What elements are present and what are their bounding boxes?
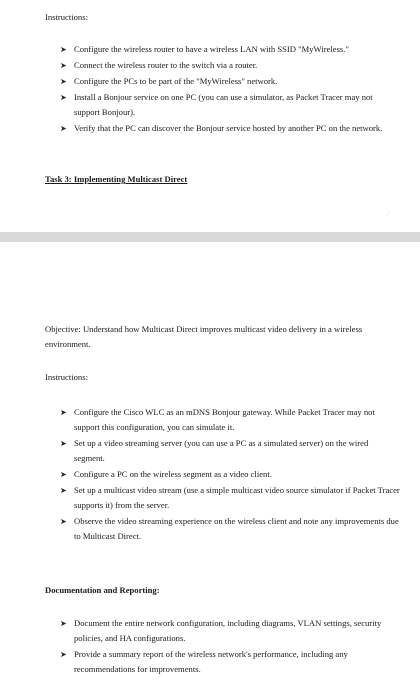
arrow-bullet-icon: ➤: [60, 77, 67, 86]
document-page-2: [0, 242, 420, 700]
arrow-bullet-icon: ➤: [60, 619, 67, 628]
list-item: ➤ Configure the PCs to be part of the "MyWireless" network.: [60, 74, 400, 89]
arrow-bullet-icon: ➤: [60, 470, 67, 479]
arrow-bullet-icon: ➤: [60, 517, 67, 526]
list-item: ➤ Configure the Cisco WLC as an mDNS Bonjour gateway. While Packet Tracer may not support this configuration, you can simulate it.: [60, 407, 375, 432]
list-item: ➤ Set up a multicast video stream (use a simple multicast video source simulator if Packet Tracer supports it) from the server.: [60, 485, 400, 510]
objective-text: Objective: Understand how Multicast Direct improves multicast video delivery in a wireless environment.: [45, 324, 363, 349]
arrow-bullet-icon: ➤: [60, 439, 67, 448]
list-item: ➤ Observe the video streaming experience on the wireless client and note any improvements due to Multicast Direct.: [60, 516, 399, 541]
instructions-list: [60, 405, 400, 545]
list-item: ➤ Connect the wireless router to the switch via a router.: [60, 58, 400, 73]
arrow-bullet-icon: ➤: [60, 408, 67, 417]
scan-mark: ⁄: [388, 210, 390, 218]
instructions-list: [60, 42, 400, 137]
list-item: ➤ Install a Bonjour service on one PC (you can use a simulator, as Packet Tracer may not support Bonjour).: [60, 92, 373, 117]
instructions-label: Instructions:: [45, 12, 88, 22]
list-item: ➤ Provide a summary report of the wireless network's performance, including any recommendations for improvements.: [60, 649, 348, 674]
documentation-list: [60, 616, 400, 678]
list-item: ➤ Document the entire network configuration, including diagrams, VLAN settings, security policies, and HA configurations.: [60, 618, 382, 643]
list-item: ➤ Set up a video streaming server (you can use a PC as a simulated server) on the wired segment.: [60, 438, 369, 463]
list-item: ➤ Configure a PC on the wireless segment as a video client.: [60, 467, 400, 482]
arrow-bullet-icon: ➤: [60, 650, 67, 659]
task-3-heading: Task 3: Implementing Multicast Direct: [45, 174, 188, 184]
arrow-bullet-icon: ➤: [60, 93, 67, 102]
arrow-bullet-icon: ➤: [60, 486, 67, 495]
document-page-1: [0, 0, 420, 232]
documentation-heading: Documentation and Reporting:: [45, 585, 160, 595]
instructions-label: Instructions:: [45, 372, 88, 382]
arrow-bullet-icon: ➤: [60, 124, 67, 133]
list-item: ➤ Verify that the PC can discover the Bonjour service hosted by another PC on the network.: [60, 121, 400, 136]
list-item: ➤ Configure the wireless router to have a wireless LAN with SSID "MyWireless.": [60, 42, 400, 57]
page-separator: [0, 232, 420, 242]
arrow-bullet-icon: ➤: [60, 61, 67, 70]
arrow-bullet-icon: ➤: [60, 45, 67, 54]
